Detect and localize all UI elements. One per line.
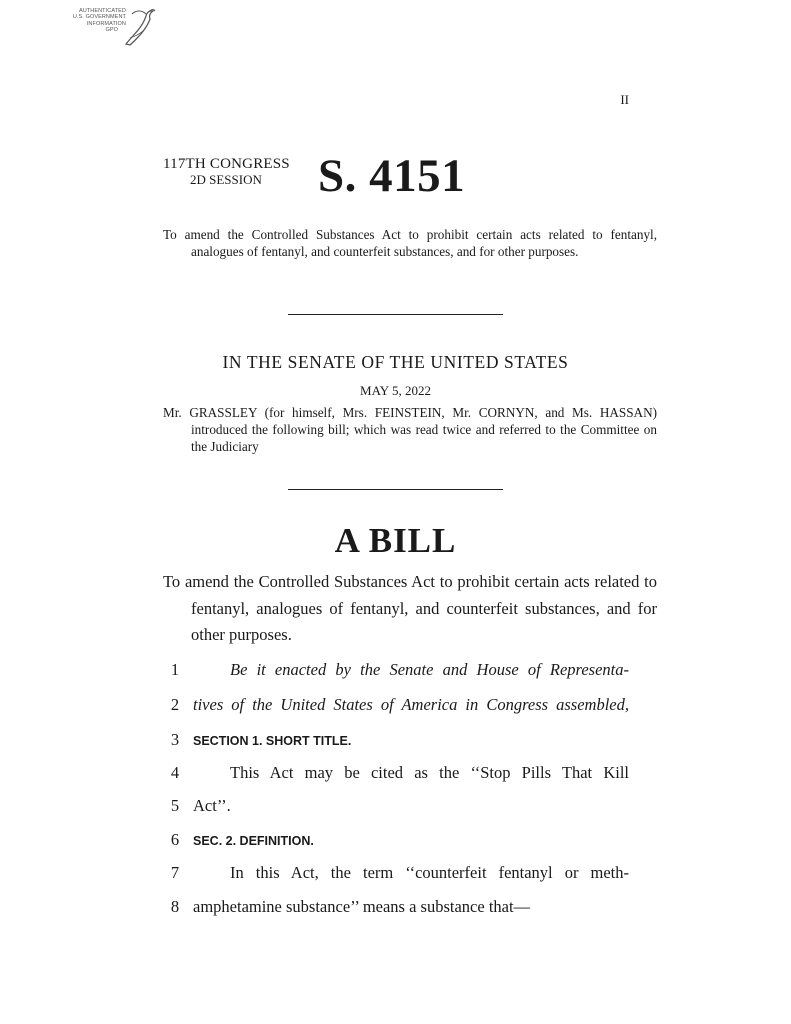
line-text: This Act may be cited as the ‘‘Stop Pills That Kill: [230, 763, 629, 782]
section-heading: SEC. 2. DEFINITION.: [193, 834, 314, 848]
seal-text: [62, 8, 126, 34]
line-number: 4: [170, 763, 180, 782]
seal-line-4: GPO: [105, 27, 118, 34]
line-number: 2: [170, 695, 180, 714]
line-text: amphetamine substance’’ means a substance that—: [193, 897, 531, 916]
congress-label: 117TH CONGRESS: [163, 156, 290, 172]
line-text: In this Act, the term ‘‘counterfeit fentanyl or meth-: [230, 863, 629, 882]
senate-heading: IN THE SENATE OF THE UNITED STATES: [222, 352, 569, 372]
bill-line: [0, 763, 791, 787]
line-number: 7: [170, 863, 180, 882]
bill-line: [0, 796, 791, 820]
introduction-date: MAY 5, 2022: [360, 383, 431, 398]
seal-line-3: INFORMATION: [86, 20, 126, 27]
line-text: Be it enacted by the Senate and House of Representa-: [230, 660, 629, 679]
session-label: 2D SESSION: [190, 172, 262, 187]
bill-line: [0, 897, 791, 921]
line-number: 3: [170, 730, 180, 749]
bill-number: S. 4151: [318, 150, 466, 202]
calendar-mark: II: [620, 92, 629, 107]
bill-heading: A BILL: [334, 521, 457, 560]
divider-rule: [288, 489, 503, 490]
eagle-icon: [120, 4, 156, 48]
divider-rule: [288, 314, 503, 315]
seal-line-2: U.S. GOVERNMENT: [72, 14, 126, 21]
section-heading: SECTION 1. SHORT TITLE.: [193, 734, 352, 748]
congress-session-block: [163, 156, 290, 188]
line-text: Act’’.: [193, 796, 231, 815]
bill-line: [0, 695, 791, 719]
seal-line-1: AUTHENTICATED: [78, 8, 126, 14]
line-number: 5: [170, 796, 180, 815]
sponsors-statement: Mr. GRASSLEY (for himself, Mrs. FEINSTEIN, Mr. CORNYN, and Ms. HASSAN) introduced the following bill; which was read twice and referred to the Committee on the Judiciary: [163, 405, 657, 454]
gpo-authentication-seal: [60, 4, 156, 48]
bill-line: [0, 830, 791, 854]
short-purpose: To amend the Controlled Substances Act to prohibit certain acts related to fentanyl, analogues of fentanyl, and counterfeit substances, and for other purposes.: [163, 227, 657, 259]
bill-line: [0, 660, 791, 684]
long-title: To amend the Controlled Substances Act to prohibit certain acts related to fentanyl, analogues of fentanyl, and counterfeit substances, and for other purposes.: [163, 572, 657, 644]
line-number: 6: [170, 830, 180, 849]
bill-line: [0, 863, 791, 887]
bill-line: [0, 730, 791, 754]
line-number: 8: [170, 897, 180, 916]
line-number: 1: [170, 660, 180, 679]
line-text: tives of the United States of America in Congress assembled,: [193, 695, 629, 714]
